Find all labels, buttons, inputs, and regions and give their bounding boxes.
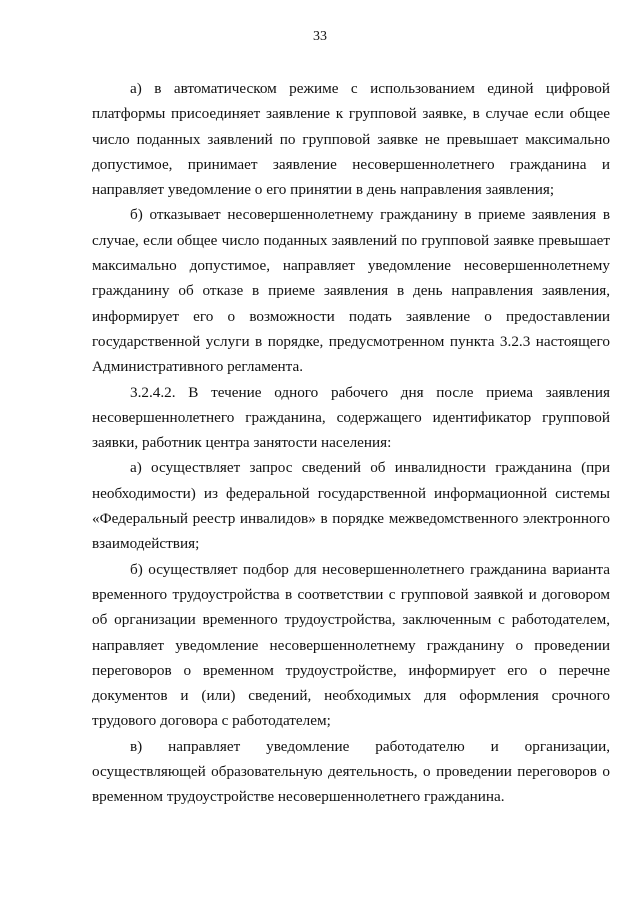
- paragraph-3-2-4-1-a: а) в автоматическом режиме с использованием единой цифровой платформы присоединяет заявление к групповой заявке, в случае если общее число поданных заявлений по групповой заявке не превышает максимально допустимое, принимает заявление несовершеннолетнего гражданина и направляет уведомление о его принятии в день направления заявления;: [92, 80, 610, 199]
- page-number: 33: [313, 29, 327, 44]
- paragraph-3-2-4-2: 3.2.4.2. В течение одного рабочего дня после приема заявления несовершеннолетнего гражданина, содержащего идентификатор групповой заявки, работник центра занятости населения:: [92, 383, 610, 452]
- paragraph-3-2-4-2-c: в) направляет уведомление работодателю и организации, осуществляющей образовательную деятельность, о проведении переговоров о временном трудоустройстве несовершеннолетнего гражданина.: [92, 737, 610, 806]
- paragraph-3-2-4-2-a: а) осуществляет запрос сведений об инвалидности гражданина (при необходимости) из федеральной государственной информационной системы «Федеральный реестр инвалидов» в порядке межведомственного электронного взаимодействия;: [92, 459, 610, 553]
- paragraph-3-2-4-1-b: б) отказывает несовершеннолетнему гражданину в приеме заявления в случае, если общее число поданных заявлений по групповой заявке превышает максимально допустимое, направляет уведомление несовершеннолетнему гражданину об отказе в приеме заявления в день направления заявления, информирует его о возможности подать заявление о предоставлении государственной услуги в порядке, предусмотренном пункта 3.2.3 настоящего Административного регламента.: [92, 206, 610, 376]
- document-body: [92, 76, 610, 810]
- paragraph-3-2-4-2-b: б) осуществляет подбор для несовершеннолетнего гражданина варианта временного трудоустройства в соответствии с групповой заявкой и договором об организации временного трудоустройства, заключенным с работодателем, направляет уведомление несовершеннолетнему гражданину о проведении переговоров о временном трудоустройстве, информирует его о перечне документов и (или) сведений, необходимых для оформления срочного трудового договора с работодателем;: [92, 560, 610, 730]
